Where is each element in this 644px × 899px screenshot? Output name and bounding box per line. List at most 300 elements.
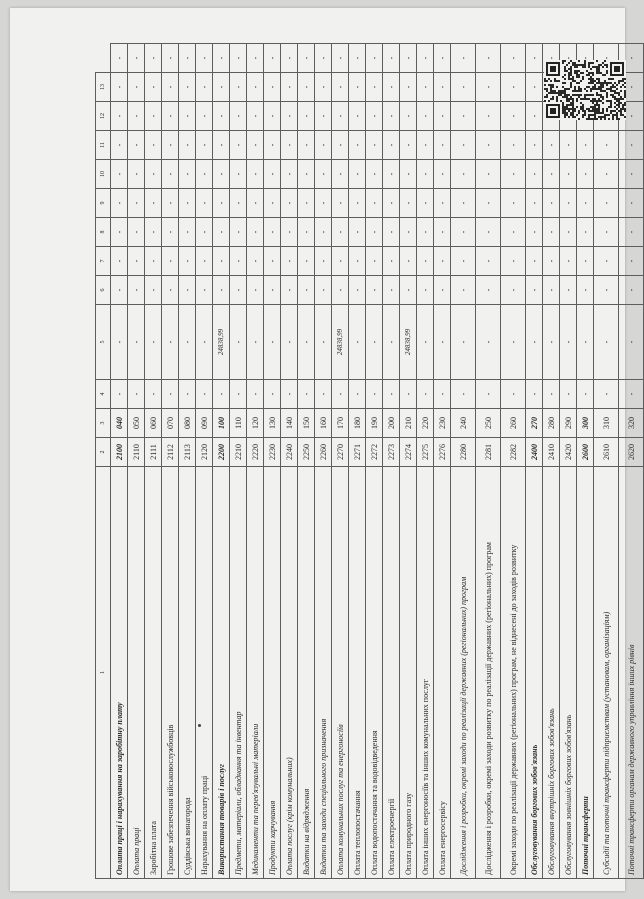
row-cell-col-14: - — [366, 44, 383, 73]
qr-module — [614, 114, 616, 116]
qr-module — [574, 62, 576, 64]
qr-module — [614, 86, 616, 88]
qr-module — [574, 108, 576, 110]
qr-module — [574, 70, 576, 72]
row-name-text: Поточні трансферти органам державного управління інших рівнів — [626, 644, 636, 875]
row-cell-col-13: - — [349, 73, 366, 102]
qr-module — [580, 80, 582, 82]
qr-module — [564, 70, 566, 72]
qr-module — [568, 72, 570, 74]
qr-module — [584, 66, 586, 68]
qr-module — [616, 104, 618, 106]
qr-module — [590, 80, 592, 82]
table-row — [400, 44, 417, 879]
qr-module — [556, 100, 558, 102]
qr-module — [572, 94, 574, 96]
qr-module — [582, 64, 584, 66]
qr-module — [620, 114, 622, 116]
qr-module — [612, 94, 614, 96]
column-number-8: 8 — [96, 218, 111, 247]
row-code: 2250 — [298, 438, 315, 467]
row-cell-col-6: - — [619, 276, 644, 305]
qr-module — [574, 116, 576, 118]
row-line: 160 — [315, 409, 332, 438]
row-cell-col-5: - — [264, 305, 281, 380]
row-cell-col-5: - — [526, 305, 543, 380]
qr-module — [572, 112, 574, 114]
row-cell-col-8: - — [281, 218, 298, 247]
qr-module — [568, 104, 570, 106]
row-cell-col-6: - — [594, 276, 619, 305]
row-cell-col-7: - — [111, 247, 128, 276]
qr-module — [598, 64, 600, 66]
qr-module — [576, 72, 578, 74]
row-cell-col-12: - — [417, 102, 434, 131]
qr-module — [564, 78, 566, 80]
qr-module — [572, 108, 574, 110]
row-name — [434, 467, 451, 879]
qr-module — [564, 116, 566, 118]
row-cell-col-11: - — [543, 131, 560, 160]
row-cell-col-5: - — [162, 305, 179, 380]
column-number-2: 2 — [96, 438, 111, 467]
row-cell-col-4: - — [594, 380, 619, 409]
qr-module — [582, 98, 584, 100]
qr-module — [600, 96, 602, 98]
row-cell-col-7: - — [366, 247, 383, 276]
row-name — [247, 467, 264, 879]
row-cell-col-9: - — [315, 189, 332, 218]
row-cell-col-10: - — [383, 160, 400, 189]
column-number-12: 12 — [96, 102, 111, 131]
qr-module — [592, 62, 594, 64]
table-row — [434, 44, 451, 879]
qr-module — [560, 92, 562, 94]
row-cell-col-14: - — [145, 44, 162, 73]
qr-module — [610, 112, 612, 114]
row-cell-col-5: - — [476, 305, 501, 380]
qr-module — [548, 100, 550, 102]
row-cell-col-8: - — [366, 218, 383, 247]
row-cell-col-12: - — [619, 102, 644, 131]
row-cell-col-11: - — [349, 131, 366, 160]
row-cell-col-5: - — [298, 305, 315, 380]
row-code: 2111 — [145, 438, 162, 467]
row-cell-col-5: - — [560, 305, 577, 380]
row-cell-col-10: - — [543, 160, 560, 189]
qr-module — [566, 114, 568, 116]
row-cell-col-14: - — [128, 44, 145, 73]
row-name — [179, 467, 196, 879]
row-line: 270 — [526, 409, 543, 438]
row-name — [417, 467, 434, 879]
qr-module — [620, 80, 622, 82]
row-cell-col-12: - — [128, 102, 145, 131]
qr-module — [578, 60, 580, 62]
qr-module — [546, 96, 548, 98]
row-line: 290 — [560, 409, 577, 438]
qr-module — [550, 92, 552, 94]
qr-module — [616, 100, 618, 102]
row-cell-col-13: - — [230, 73, 247, 102]
qr-module — [562, 60, 564, 62]
row-name-text: Суддівська винагорода — [182, 797, 192, 875]
row-cell-col-4: - — [543, 380, 560, 409]
row-line: 080 — [179, 409, 196, 438]
qr-module — [564, 92, 566, 94]
qr-module — [576, 70, 578, 72]
row-cell-col-6: - — [213, 276, 230, 305]
qr-module — [570, 60, 572, 62]
row-name-text: Грошове забезпечення військовослужбовців — [165, 724, 175, 875]
row-code: 2113 — [179, 438, 196, 467]
qr-module — [566, 98, 568, 100]
column-number-1: 1 — [96, 467, 111, 879]
row-cell-col-12: - — [400, 102, 417, 131]
row-cell-col-14: - — [560, 44, 577, 73]
qr-module — [546, 80, 548, 82]
row-cell-col-6: - — [179, 276, 196, 305]
row-line: 130 — [264, 409, 281, 438]
qr-module — [562, 96, 564, 98]
qr-module — [584, 112, 586, 114]
row-cell-col-14: - — [383, 44, 400, 73]
row-name-text: Оплата комунальних послуг та енергоносіїв — [335, 724, 345, 875]
qr-module — [576, 82, 578, 84]
qr-module — [594, 84, 596, 86]
row-cell-col-5: - — [451, 305, 476, 380]
row-name-text: Оплата теплопостачання — [352, 790, 362, 875]
qr-module — [578, 112, 580, 114]
row-cell-col-13: - — [162, 73, 179, 102]
row-name — [383, 467, 400, 879]
row-cell-col-12: - — [213, 102, 230, 131]
qr-module — [610, 82, 612, 84]
row-cell-col-14: - — [162, 44, 179, 73]
qr-module — [582, 110, 584, 112]
qr-module — [602, 116, 604, 118]
qr-module — [612, 86, 614, 88]
row-cell-col-7: - — [349, 247, 366, 276]
row-cell-col-5: - — [145, 305, 162, 380]
qr-module — [602, 102, 604, 104]
qr-module — [552, 90, 554, 92]
qr-module — [614, 102, 616, 104]
qr-module — [586, 94, 588, 96]
qr-module — [572, 76, 574, 78]
qr-module — [604, 114, 606, 116]
row-cell-col-11: - — [247, 131, 264, 160]
row-cell-col-10: - — [594, 160, 619, 189]
qr-module — [564, 94, 566, 96]
qr-module — [566, 64, 568, 66]
qr-module — [598, 70, 600, 72]
table-row — [213, 44, 230, 879]
table-header-row — [96, 44, 111, 879]
row-code: 2420 — [560, 438, 577, 467]
row-cell-col-12: - — [281, 102, 298, 131]
qr-module — [574, 64, 576, 66]
qr-module — [604, 90, 606, 92]
row-cell-col-9: - — [196, 189, 213, 218]
row-cell-col-5: - — [315, 305, 332, 380]
row-cell-col-13: - — [383, 73, 400, 102]
row-code: 2100 — [111, 438, 128, 467]
row-cell-col-8: - — [145, 218, 162, 247]
qr-module — [616, 84, 618, 86]
qr-module — [566, 96, 568, 98]
row-cell-col-5: - — [230, 305, 247, 380]
row-cell-col-9: - — [264, 189, 281, 218]
qr-module — [572, 98, 574, 100]
row-line: 240 — [451, 409, 476, 438]
qr-module — [570, 96, 572, 98]
row-cell-col-9: - — [526, 189, 543, 218]
qr-module — [576, 114, 578, 116]
row-cell-col-5: - — [594, 305, 619, 380]
table-row — [383, 44, 400, 879]
row-cell-col-13: - — [315, 73, 332, 102]
row-name — [594, 467, 619, 879]
row-cell-col-14: - — [543, 44, 560, 73]
row-cell-col-9: - — [501, 189, 526, 218]
row-line: 280 — [543, 409, 560, 438]
qr-module — [558, 92, 560, 94]
row-cell-col-5: - — [349, 305, 366, 380]
qr-module — [620, 98, 622, 100]
qr-module — [564, 90, 566, 92]
qr-module — [600, 116, 602, 118]
row-cell-col-9: - — [400, 189, 417, 218]
row-cell-col-6: - — [451, 276, 476, 305]
row-cell-col-8: - — [162, 218, 179, 247]
qr-module — [592, 66, 594, 68]
qr-module — [624, 90, 626, 92]
qr-module — [570, 102, 572, 104]
row-cell-col-6: - — [315, 276, 332, 305]
row-cell-col-14: - — [400, 44, 417, 73]
row-cell-col-14: - — [281, 44, 298, 73]
row-cell-col-9: - — [366, 189, 383, 218]
qr-module — [570, 82, 572, 84]
row-cell-col-11: - — [213, 131, 230, 160]
row-cell-col-4: - — [264, 380, 281, 409]
row-cell-col-11: - — [145, 131, 162, 160]
table-row — [230, 44, 247, 879]
qr-module — [584, 60, 586, 62]
qr-module — [618, 92, 620, 94]
row-name-text: Оплата праці — [131, 827, 141, 875]
table-row — [501, 44, 526, 879]
row-cell-col-9: - — [594, 189, 619, 218]
row-cell-col-6: - — [417, 276, 434, 305]
column-number-5: 5 — [96, 305, 111, 380]
column-number-4: 4 — [96, 380, 111, 409]
qr-module — [614, 96, 616, 98]
qr-module — [568, 68, 570, 70]
row-cell-col-13: - — [247, 73, 264, 102]
qr-module — [588, 82, 590, 84]
qr-module — [556, 98, 558, 100]
qr-module — [592, 108, 594, 110]
qr-module — [550, 98, 552, 100]
qr-module — [624, 110, 626, 112]
qr-module — [562, 62, 564, 64]
qr-module — [578, 118, 580, 120]
row-line: 060 — [145, 409, 162, 438]
row-cell-col-7: - — [577, 247, 594, 276]
qr-module — [564, 60, 566, 62]
row-code: 2271 — [349, 438, 366, 467]
row-cell-col-9: - — [332, 189, 349, 218]
row-cell-col-11: - — [594, 131, 619, 160]
row-cell-col-14: - — [619, 44, 644, 73]
qr-module — [610, 88, 612, 90]
qr-module — [552, 98, 554, 100]
qr-module — [608, 78, 610, 80]
qr-module — [582, 104, 584, 106]
qr-module — [618, 110, 620, 112]
qr-module — [594, 100, 596, 102]
budget-table — [95, 43, 644, 879]
row-cell-col-7: - — [264, 247, 281, 276]
qr-module — [598, 94, 600, 96]
qr-module — [606, 94, 608, 96]
row-code: 2610 — [594, 438, 619, 467]
qr-module — [578, 88, 580, 90]
qr-module — [550, 90, 552, 92]
row-cell-col-7: - — [476, 247, 501, 276]
row-cell-col-6: - — [560, 276, 577, 305]
row-name-text: Видатки та заходи спеціального призначення — [318, 718, 328, 875]
qr-module — [616, 116, 618, 118]
qr-module — [582, 66, 584, 68]
row-name — [332, 467, 349, 879]
row-name-text: Обслуговування зовнішніх боргових зобов'язань — [563, 714, 573, 875]
qr-module — [592, 82, 594, 84]
row-name-text: Оплата інших енергоносіїв та інших комунальних послуг — [420, 678, 430, 875]
row-cell-col-13: - — [332, 73, 349, 102]
qr-module — [604, 80, 606, 82]
qr-module — [550, 88, 552, 90]
qr-module — [592, 118, 594, 120]
qr-module — [610, 90, 612, 92]
row-cell-col-9: - — [349, 189, 366, 218]
row-cell-col-11: - — [332, 131, 349, 160]
row-cell-col-13: - — [264, 73, 281, 102]
qr-module — [584, 110, 586, 112]
qr-module — [554, 90, 556, 92]
qr-module — [566, 108, 568, 110]
row-cell-col-10: - — [315, 160, 332, 189]
qr-module — [588, 78, 590, 80]
row-cell-col-8: - — [196, 218, 213, 247]
qr-module — [552, 84, 554, 86]
row-line: 220 — [417, 409, 434, 438]
row-cell-col-8: - — [501, 218, 526, 247]
table-row — [560, 44, 577, 879]
qr-module — [582, 76, 584, 78]
row-cell-col-10: - — [196, 160, 213, 189]
row-cell-col-14: - — [476, 44, 501, 73]
qr-module — [594, 112, 596, 114]
row-name — [619, 467, 644, 879]
row-cell-col-10: - — [179, 160, 196, 189]
qr-module — [598, 100, 600, 102]
qr-module — [568, 94, 570, 96]
qr-module — [586, 86, 588, 88]
row-cell-col-4: - — [281, 380, 298, 409]
table-row — [145, 44, 162, 879]
qr-module — [578, 86, 580, 88]
qr-module — [568, 76, 570, 78]
row-cell-col-6: - — [111, 276, 128, 305]
row-cell-col-10: - — [526, 160, 543, 189]
qr-module — [614, 92, 616, 94]
row-name — [543, 467, 560, 879]
qr-module — [596, 82, 598, 84]
qr-module — [590, 82, 592, 84]
qr-module — [588, 86, 590, 88]
row-cell-col-7: - — [400, 247, 417, 276]
qr-module — [624, 116, 626, 118]
row-cell-col-9: - — [417, 189, 434, 218]
qr-module — [604, 60, 606, 62]
qr-module — [572, 80, 574, 82]
qr-module — [592, 114, 594, 116]
row-cell-col-4: - — [476, 380, 501, 409]
qr-module — [622, 114, 624, 116]
row-cell-col-12: - — [366, 102, 383, 131]
row-cell-col-5: - — [128, 305, 145, 380]
qr-module — [566, 104, 568, 106]
row-cell-col-7: - — [315, 247, 332, 276]
row-cell-col-9: - — [619, 189, 644, 218]
row-cell-col-9: - — [162, 189, 179, 218]
row-cell-col-8: - — [264, 218, 281, 247]
row-name — [400, 467, 417, 879]
row-cell-col-13: - — [434, 73, 451, 102]
row-cell-col-14: - — [179, 44, 196, 73]
row-cell-col-13: - — [213, 73, 230, 102]
row-cell-col-10: - — [560, 160, 577, 189]
qr-module — [618, 94, 620, 96]
qr-module — [590, 62, 592, 64]
row-code: 2120 — [196, 438, 213, 467]
row-cell-col-13: - — [128, 73, 145, 102]
qr-module — [562, 106, 564, 108]
qr-module — [572, 78, 574, 80]
qr-module — [570, 84, 572, 86]
qr-module — [598, 86, 600, 88]
row-cell-col-7: - — [526, 247, 543, 276]
row-cell-col-14: - — [196, 44, 213, 73]
row-cell-col-8: - — [383, 218, 400, 247]
row-cell-col-13: - — [145, 73, 162, 102]
row-cell-col-8: - — [247, 218, 264, 247]
row-cell-col-8: - — [451, 218, 476, 247]
row-cell-col-8: - — [577, 218, 594, 247]
qr-module — [562, 108, 564, 110]
qr-module — [574, 72, 576, 74]
qr-module — [600, 86, 602, 88]
row-cell-col-10: - — [332, 160, 349, 189]
qr-module — [588, 94, 590, 96]
qr-module — [610, 100, 612, 102]
qr-module — [598, 104, 600, 106]
row-cell-col-11: - — [526, 131, 543, 160]
row-name-text: Оплата праці і нарахування на заробітну плату — [114, 702, 124, 875]
